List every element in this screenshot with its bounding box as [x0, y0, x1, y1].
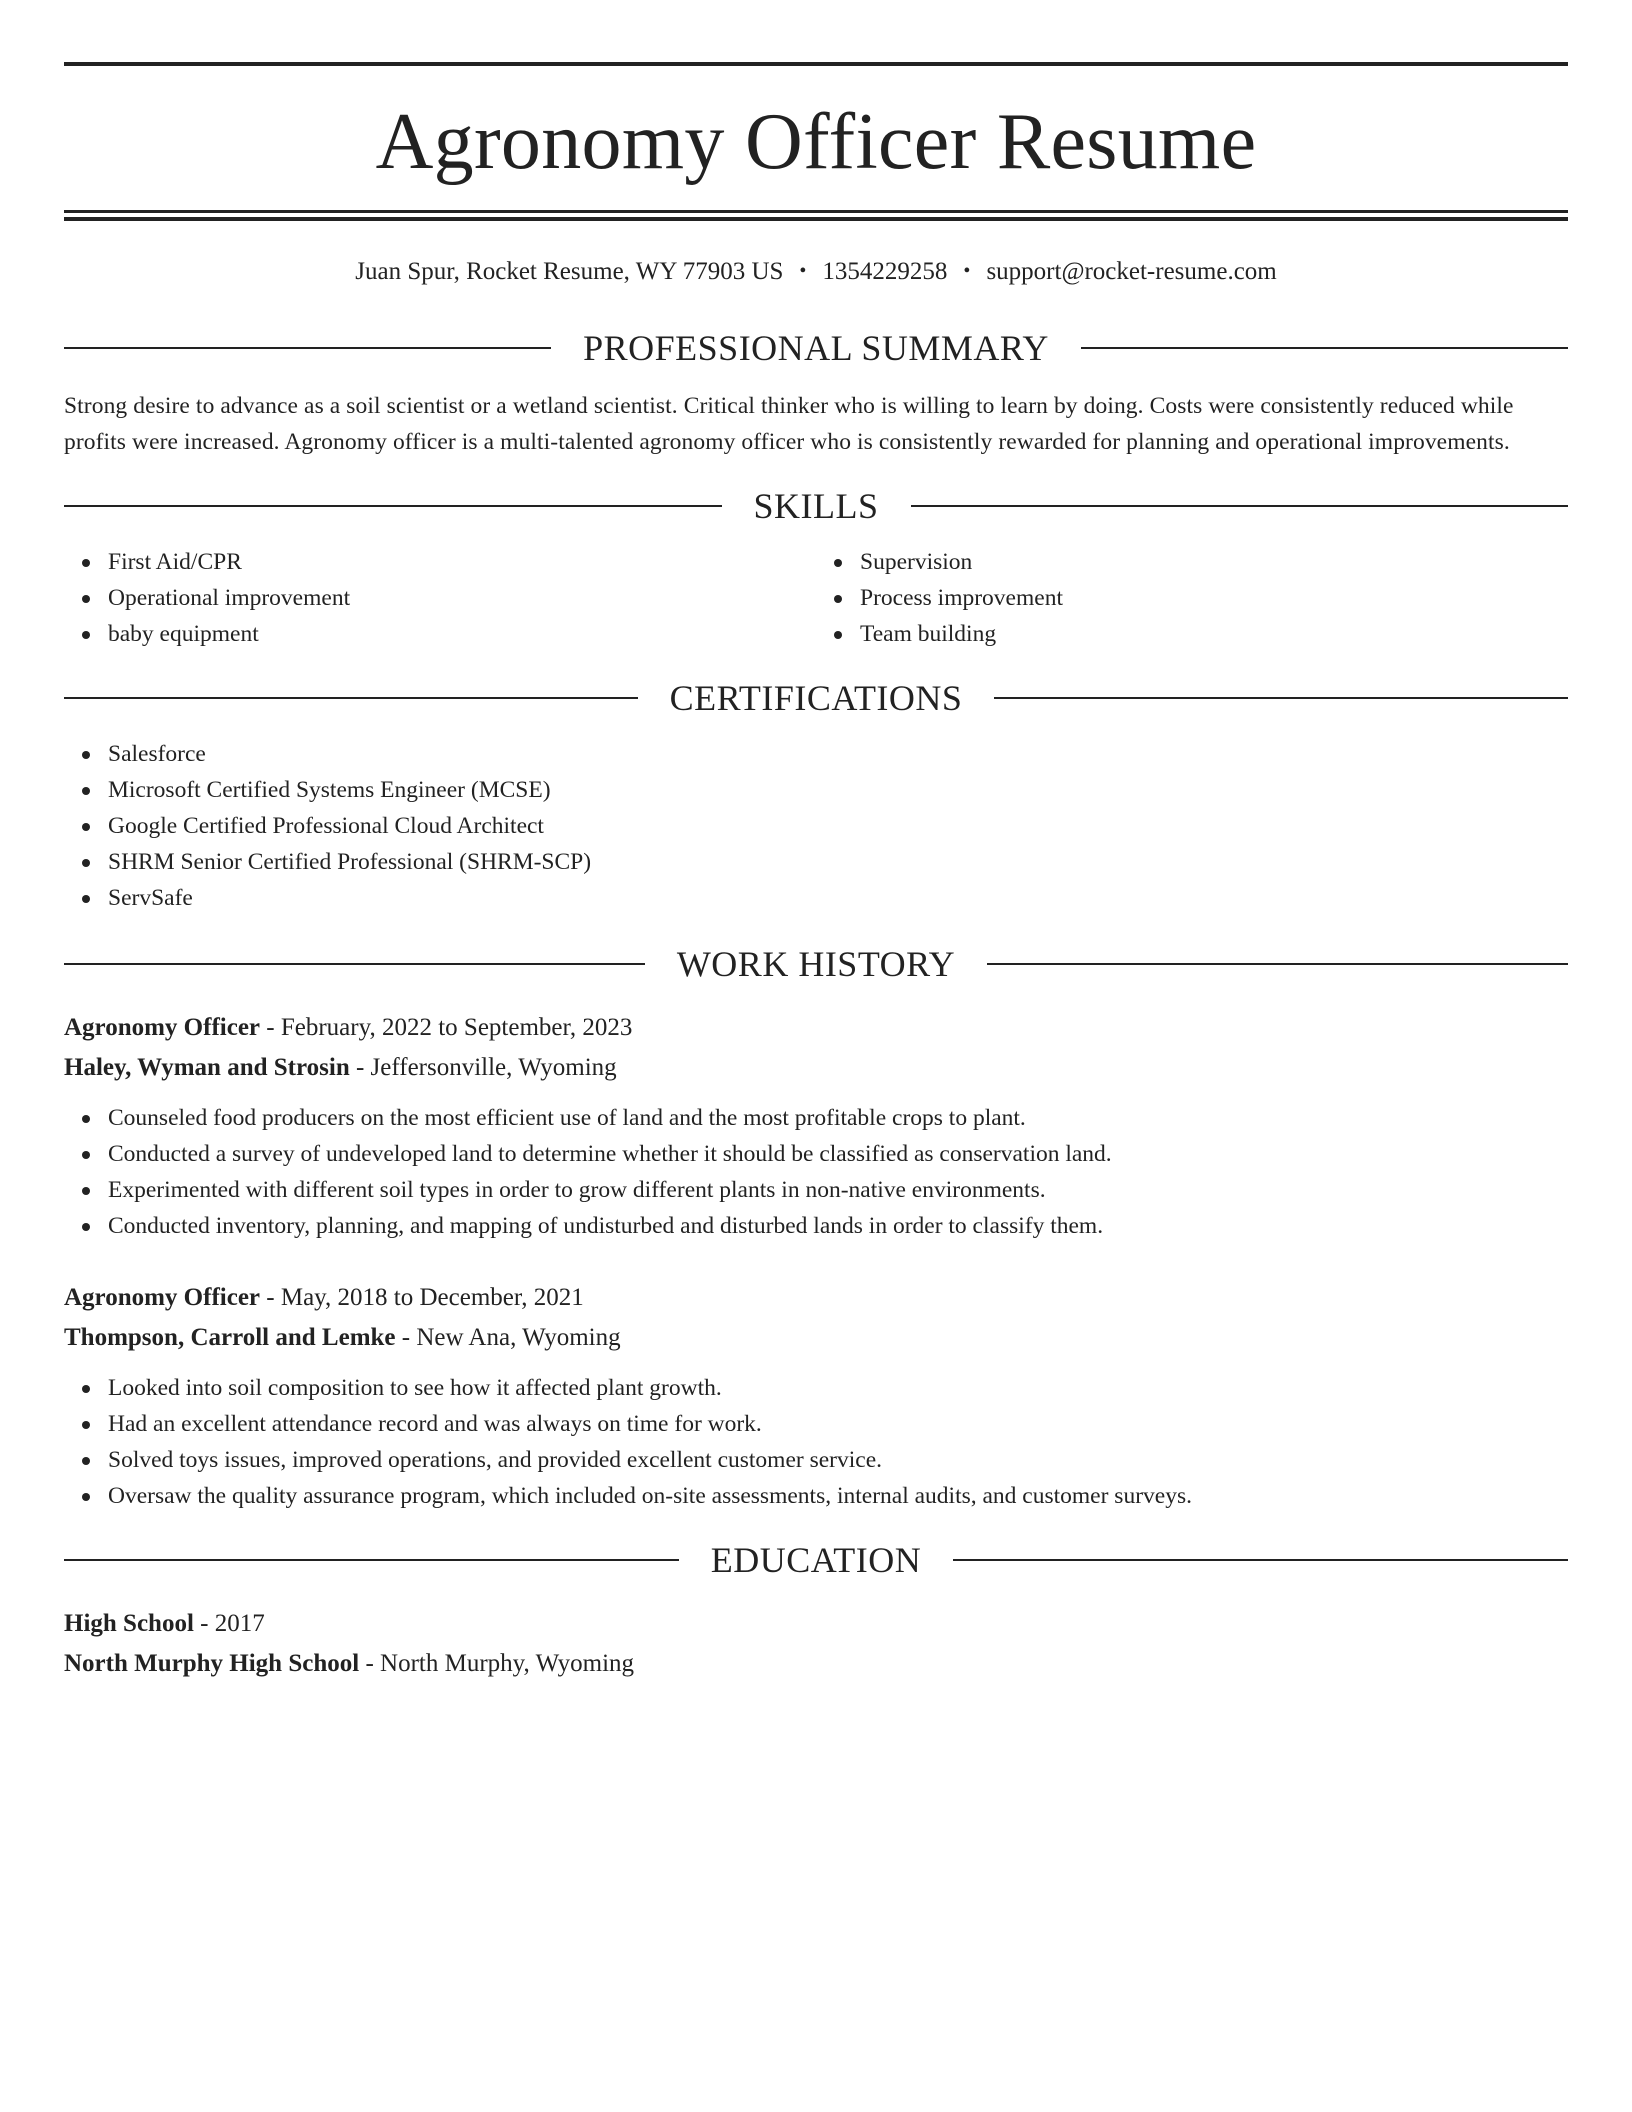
section-rule — [64, 697, 638, 699]
section-rule — [64, 1559, 679, 1561]
job-company-line — [64, 1318, 1568, 1358]
job-entry — [64, 1278, 1568, 1514]
contact-line — [64, 259, 1568, 284]
contact-address: Juan Spur, Rocket Resume, WY 77903 US — [355, 258, 784, 285]
certification-item: Microsoft Certified Systems Engineer (MCSE) — [108, 772, 1568, 808]
section-rule — [987, 963, 1568, 965]
certification-item: Salesforce — [108, 736, 1568, 772]
education-degree: High School — [64, 1610, 194, 1637]
contact-email: support@rocket-resume.com — [986, 258, 1277, 285]
section-header-education — [64, 1542, 1568, 1578]
job-bullet: Had an excellent attendance record and was always on time for work. — [108, 1406, 1568, 1442]
contact-phone: 1354229258 — [822, 258, 948, 285]
skills-list — [64, 544, 1568, 652]
section-title-education: EDUCATION — [710, 1540, 922, 1580]
section-rule — [64, 963, 645, 965]
resume-title: Agronomy Officer Resume — [375, 98, 1257, 186]
skill-item: First Aid/CPR — [108, 544, 816, 580]
summary-text: Strong desire to advance as a soil scientist or a wetland scientist. Critical thinker who is willing to learn by doing. Costs were consistently reduced while profits were increased. Agronomy officer is a multi-talented agronomy officer who is consistently rewarded for planning and operational improvements. — [64, 393, 1514, 455]
job-bullet: Looked into soil composition to see how it affected plant growth. — [108, 1370, 1568, 1406]
education-location: - North Murphy, Wyoming — [359, 1650, 635, 1677]
job-dates: - May, 2018 to December, 2021 — [260, 1284, 584, 1311]
job-title: Agronomy Officer — [64, 1014, 261, 1041]
section-header-summary — [64, 330, 1568, 366]
section-title-summary: PROFESSIONAL SUMMARY — [583, 328, 1049, 368]
job-title: Agronomy Officer — [64, 1284, 261, 1311]
section-rule — [994, 697, 1568, 699]
job-bullet: Oversaw the quality assurance program, which included on-site assessments, internal audits, and customer surveys. — [108, 1478, 1568, 1514]
header-double-rule — [64, 210, 1568, 221]
job-dates: - February, 2022 to September, 2023 — [260, 1014, 633, 1041]
education-degree-line — [64, 1604, 1568, 1644]
section-header-work-history — [64, 946, 1568, 982]
section-rule — [953, 1559, 1568, 1561]
job-bullet: Solved toys issues, improved operations, and provided excellent customer service. — [108, 1442, 1568, 1478]
education-school-line — [64, 1644, 1568, 1684]
section-rule — [64, 505, 722, 507]
section-header-certifications — [64, 680, 1568, 716]
skill-item: baby equipment — [108, 616, 816, 652]
skill-item: Team building — [860, 616, 1568, 652]
job-company: Haley, Wyman and Strosin — [64, 1054, 350, 1081]
job-bullet: Counseled food producers on the most efficient use of land and the most profitable crops to plant. — [108, 1100, 1568, 1136]
section-title-certifications: CERTIFICATIONS — [669, 678, 963, 718]
certification-item: ServSafe — [108, 880, 1568, 916]
job-bullets — [64, 1370, 1568, 1514]
job-bullet: Conducted a survey of undeveloped land to determine whether it should be classified as conservation land. — [108, 1136, 1568, 1172]
job-bullets — [64, 1100, 1568, 1244]
section-title-work-history: WORK HISTORY — [676, 944, 956, 984]
contact-separator: • — [799, 260, 807, 282]
job-bullet: Experimented with different soil types in order to grow different plants in non-native environments. — [108, 1172, 1568, 1208]
job-location: - New Ana, Wyoming — [395, 1324, 621, 1351]
skill-item: Process improvement — [860, 580, 1568, 616]
section-title-skills: SKILLS — [753, 486, 879, 526]
header-top-rule — [64, 62, 1568, 66]
job-company-line — [64, 1048, 1568, 1088]
certification-item: Google Certified Professional Cloud Architect — [108, 808, 1568, 844]
job-title-line — [64, 1278, 1568, 1318]
certifications-list — [64, 736, 1568, 916]
section-rule — [64, 347, 551, 349]
job-company: Thompson, Carroll and Lemke — [64, 1324, 396, 1351]
job-bullet: Conducted inventory, planning, and mapping of undisturbed and disturbed lands in order to classify them. — [108, 1208, 1568, 1244]
contact-separator: • — [963, 260, 971, 282]
section-rule — [911, 505, 1569, 507]
section-header-skills — [64, 488, 1568, 524]
skills-column-right — [816, 544, 1568, 652]
job-entry — [64, 1008, 1568, 1244]
skills-column-left — [64, 544, 816, 652]
education-school: North Murphy High School — [64, 1650, 360, 1677]
education-entry — [64, 1604, 1568, 1684]
job-title-line — [64, 1008, 1568, 1048]
education-year: - 2017 — [193, 1610, 265, 1637]
job-location: - Jeffersonville, Wyoming — [349, 1054, 617, 1081]
certification-item: SHRM Senior Certified Professional (SHRM-SCP) — [108, 844, 1568, 880]
section-rule — [1081, 347, 1568, 349]
skill-item: Operational improvement — [108, 580, 816, 616]
skill-item: Supervision — [860, 544, 1568, 580]
